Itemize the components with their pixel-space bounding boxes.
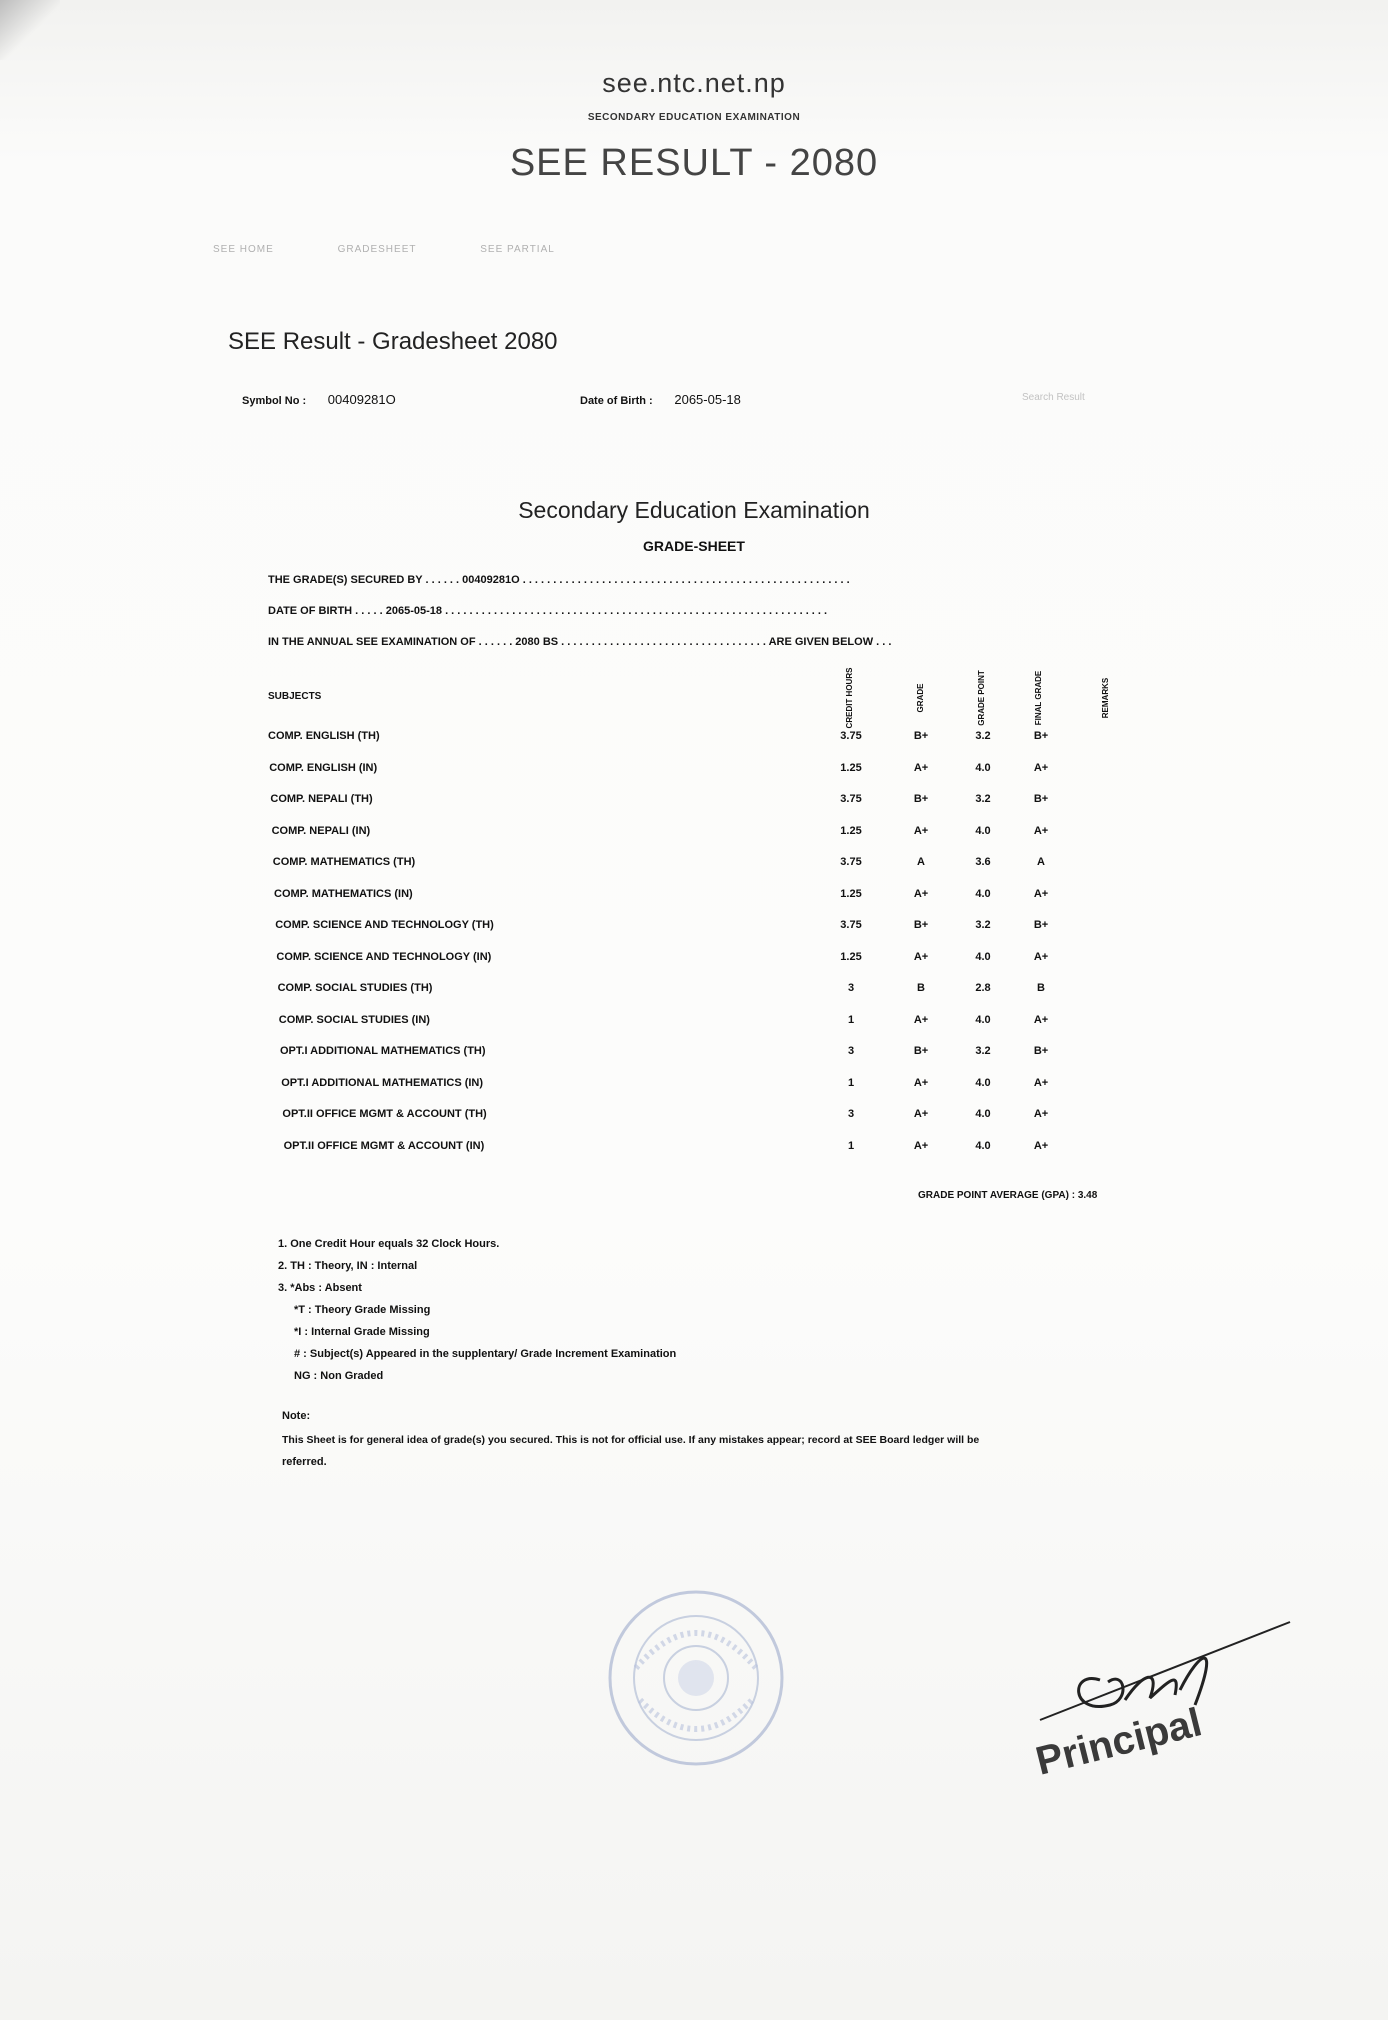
cell-subject: OPT.II OFFICE MGMT & ACCOUNT (IN) [283,1139,485,1152]
cell-grade: A+ [913,1013,929,1026]
sheet-title: Secondary Education Examination [518,497,870,523]
dob-value[interactable]: 2065-05-18 [674,392,741,407]
cell-credit: 3 [847,982,855,994]
cell-final: A+ [1033,824,1049,837]
cell-grade: A+ [913,1139,929,1152]
cell-credit: 3.75 [840,793,862,805]
cell-final: B [1037,982,1045,994]
cell-subject: COMP. MATHEMATICS (IN) [274,887,413,900]
cell-credit: 1 [847,1139,855,1152]
cell-point: 4.0 [975,1139,991,1152]
dob-line: DATE OF BIRTH . . . . . 2065-05-18 . . . . . . . . . . . . . . . . . . . . . . . . . . . . . . . . . . . . . . . . . . . . . . . . . . . . . . . . . . . . . . . [268,605,828,617]
cell-grade: B+ [913,1045,929,1057]
note-item: 3. *Abs : Absent [278,1282,362,1294]
cell-credit: 1 [847,1076,855,1089]
table-row [0,919,1388,939]
search-result-button[interactable]: Search Result [1022,392,1085,403]
cell-final: A+ [1033,1139,1049,1152]
cell-grade: B [917,982,925,994]
cell-grade: B+ [913,793,929,805]
table-row [0,1045,1388,1065]
cell-credit: 3.75 [840,856,862,868]
note-item: 1. One Credit Hour equals 32 Clock Hours. [278,1238,500,1250]
cell-subject: COMP. SOCIAL STUDIES (TH) [277,982,433,994]
cell-credit: 1.25 [840,761,862,774]
note-item: NG : Non Graded [294,1370,384,1382]
symbol-field [242,392,396,407]
cell-point: 4.0 [975,1013,991,1026]
principal-label: Principal [1031,1700,1207,1784]
cell-point: 3.6 [975,856,991,868]
cell-point: 4.0 [975,761,991,774]
cell-point: 3.2 [975,793,991,805]
table-row [0,1140,1388,1160]
cell-credit: 3.75 [840,919,862,931]
table-row [0,730,1388,750]
cell-point: 4.0 [975,950,991,963]
dob-label: Date of Birth : [580,395,653,407]
cell-subject: COMP. ENGLISH (TH) [268,730,380,742]
cell-grade: A+ [913,1076,929,1089]
school-seal-stamp [606,1588,786,1768]
cell-point: 4.0 [975,824,991,837]
result-title: SEE RESULT - 2080 [509,142,879,184]
disclaimer-label: Note: [282,1410,311,1422]
table-row [0,982,1388,1002]
site-url: see.ntc.net.np [602,68,786,98]
cell-point: 3.2 [975,1045,991,1057]
table-row [0,1108,1388,1128]
exam-line: IN THE ANNUAL SEE EXAMINATION OF . . . . . . 2080 BS . . . . . . . . . . . . . . . . . . . . . . . . . . . . . . . . . . ARE GIVEN BELOW . . . [268,636,892,648]
cell-grade: B+ [913,730,929,742]
cell-final: A+ [1033,1013,1049,1026]
gpa-line: GRADE POINT AVERAGE (GPA) : 3.48 [918,1190,1098,1201]
cell-credit: 1.25 [840,887,862,900]
cell-point: 3.2 [975,730,991,742]
note-item: *T : Theory Grade Missing [294,1304,431,1316]
table-row [0,1077,1388,1097]
cell-subject: COMP. SCIENCE AND TECHNOLOGY (IN) [276,950,492,963]
cell-final: B+ [1033,730,1049,742]
cell-subject: COMP. SCIENCE AND TECHNOLOGY (TH) [275,919,494,931]
disclaimer-text-cont: referred. [282,1456,327,1468]
cell-final: A [1037,856,1045,868]
col-credit-hours: CREDIT HOURS [845,667,854,729]
table-row [0,856,1388,876]
col-final-grade: FINAL GRADE [1034,670,1043,726]
cell-grade: A+ [913,950,929,963]
cell-final: B+ [1033,1045,1049,1057]
cell-subject: OPT.II OFFICE MGMT & ACCOUNT (TH) [282,1108,487,1120]
table-row [0,762,1388,782]
secured-by-line: THE GRADE(S) SECURED BY . . . . . . 00409281O . . . . . . . . . . . . . . . . . . . . . . . . . . . . . . . . . . . . . . . . . . . . . . . . . . . . . . [268,574,850,586]
cell-point: 4.0 [975,887,991,900]
cell-subject: OPT.I ADDITIONAL MATHEMATICS (TH) [280,1045,486,1057]
cell-final: A+ [1033,950,1049,963]
cell-grade: B+ [913,919,929,931]
note-item: *I : Internal Grade Missing [294,1326,430,1338]
col-grade: GRADE [916,683,925,713]
cell-point: 2.8 [975,982,991,994]
nav-gradesheet[interactable]: GRADESHEET [337,244,417,255]
col-remarks: REMARKS [1101,677,1110,719]
nav-see-partial[interactable]: SEE PARTIAL [480,244,555,255]
note-item: # : Subject(s) Appeared in the supplentary/ Grade Increment Examination [294,1348,677,1360]
table-row [0,825,1388,845]
table-row [0,793,1388,813]
cell-credit: 3 [847,1108,855,1120]
cell-credit: 1 [847,1013,855,1026]
nav-see-home[interactable]: SEE HOME [213,244,274,255]
sheet-subtitle: GRADE-SHEET [643,538,745,554]
cell-subject: COMP. NEPALI (TH) [270,793,373,805]
table-row [0,888,1388,908]
col-subjects: SUBJECTS [268,691,322,702]
cell-grade: A+ [913,761,929,774]
symbol-label: Symbol No : [242,395,307,407]
cell-point: 4.0 [975,1108,991,1120]
cell-grade: A+ [913,824,929,837]
cell-credit: 1.25 [840,950,862,963]
cell-point: 4.0 [975,1076,991,1089]
cell-final: B+ [1033,919,1049,931]
cell-credit: 3.75 [840,730,862,742]
page-corner-fold [0,0,60,60]
disclaimer-text: This Sheet is for general idea of grade(s) you secured. This is not for official use. If any mistakes appear; record at SEE Board ledger will be [282,1434,980,1446]
cell-credit: 1.25 [840,824,862,837]
cell-final: B+ [1033,793,1049,805]
cell-subject: COMP. SOCIAL STUDIES (IN) [278,1013,430,1026]
cell-subject: COMP. NEPALI (IN) [271,824,371,837]
cell-grade: A+ [913,1108,929,1120]
table-row [0,951,1388,971]
nav-bar [213,244,615,255]
cell-final: A+ [1033,887,1049,900]
table-row [0,1014,1388,1034]
col-grade-point: GRADE POINT [977,670,986,726]
cell-final: A+ [1033,1108,1049,1120]
principal-signature [1030,1610,1300,1790]
cell-credit: 3 [847,1045,855,1057]
page-title: SEE Result - Gradesheet 2080 [228,328,558,355]
exam-label: SECONDARY EDUCATION EXAMINATION [587,112,801,123]
cell-subject: OPT.I ADDITIONAL MATHEMATICS (IN) [281,1076,484,1089]
note-item: 2. TH : Theory, IN : Internal [278,1260,418,1272]
symbol-value[interactable]: 00409281O [327,392,396,407]
cell-point: 3.2 [975,919,991,931]
cell-grade: A [917,856,925,868]
cell-subject: COMP. MATHEMATICS (TH) [272,856,416,868]
cell-final: A+ [1033,1076,1049,1089]
cell-final: A+ [1033,761,1049,774]
dob-field [580,392,741,407]
cell-grade: A+ [913,887,929,900]
cell-subject: COMP. ENGLISH (IN) [269,761,378,774]
